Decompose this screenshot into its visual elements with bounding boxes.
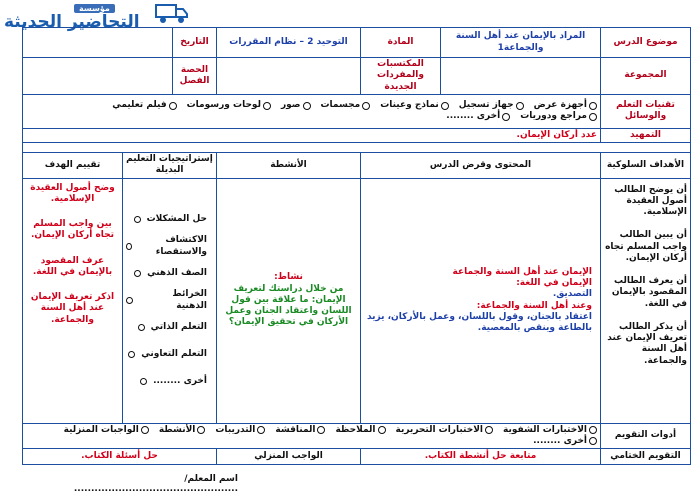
option-checkbox[interactable] — [321, 100, 371, 111]
homework-label: الواجب المنزلي — [217, 449, 361, 465]
option-checkbox[interactable] — [159, 425, 206, 436]
option-checkbox[interactable] — [533, 436, 597, 447]
evaluation-item: اذكر تعريف الإيمان عند أهل السنة والجماعة. — [30, 292, 115, 325]
option-label: جهاز تسجيل — [458, 100, 514, 110]
option-checkbox[interactable] — [380, 100, 449, 111]
strategies-cell — [123, 178, 217, 423]
option-checkbox[interactable] — [503, 425, 597, 436]
strategy-item[interactable] — [126, 233, 207, 260]
option-checkbox[interactable] — [520, 111, 597, 122]
radio-circle-icon[interactable] — [589, 426, 597, 434]
topic-value: المراد بالإيمان عند أهل السنة والجماعة1 — [441, 28, 601, 58]
topic-label: موضوع الدرس — [601, 28, 691, 58]
option-label: المناقشة — [275, 424, 316, 435]
option-checkbox[interactable] — [281, 100, 311, 111]
objective-item: أن يعرف الطالب المقصود بالإيمان في اللغة. — [611, 276, 688, 309]
strategy-label: أخرى ........ — [153, 375, 207, 386]
activity-cell — [217, 178, 361, 423]
strategy-item[interactable] — [126, 287, 207, 314]
option-checkbox[interactable] — [396, 425, 493, 436]
objective-item: أن يوضح الطالب أصول العقيدة الإسلامية. — [614, 184, 688, 217]
logo-small-text: مؤسسة — [74, 4, 115, 13]
strategy-item[interactable] — [126, 260, 207, 287]
strategy-label: التعلم الذاتي — [150, 321, 207, 332]
option-checkbox[interactable] — [534, 100, 597, 111]
radio-circle-icon[interactable] — [317, 426, 325, 434]
radio-circle-icon[interactable] — [589, 437, 597, 445]
radio-circle-icon[interactable] — [126, 297, 133, 304]
radio-circle-icon[interactable] — [485, 426, 493, 434]
option-label: أخرى ........ — [533, 435, 588, 446]
option-checkbox[interactable] — [446, 111, 510, 122]
teacher-name-label: اسم المعلم/ — [184, 474, 238, 484]
strategy-label: التعلم التعاوني — [141, 348, 207, 359]
strategy-item[interactable] — [126, 206, 207, 233]
objective-item: أن يذكر الطالب تعريف الإيمان عند أهل السنة والجماعة. — [607, 321, 688, 366]
radio-circle-icon[interactable] — [263, 102, 271, 110]
content-lang-value: التصديق. — [552, 289, 593, 300]
radio-circle-icon[interactable] — [197, 426, 205, 434]
option-checkbox[interactable] — [275, 425, 325, 436]
option-checkbox[interactable] — [215, 425, 265, 436]
logo-main-text: التحاضير الحديثة — [4, 12, 140, 32]
teacher-name-field[interactable]: ................................................ — [73, 484, 238, 494]
strategy-item[interactable] — [126, 341, 207, 368]
truck-icon — [154, 2, 190, 24]
date-label: التاريخ — [173, 28, 217, 58]
lesson-plan-table — [22, 27, 690, 473]
option-label: الواجبات المنزلية — [63, 424, 139, 435]
tools-label: تقنيات التعلم والوسائل — [601, 94, 691, 128]
option-label: الملاحظة — [335, 424, 376, 435]
knowledge-value[interactable] — [217, 58, 361, 95]
option-label: لوحات ورسومات — [186, 100, 261, 110]
knowledge-label: المكتسبات والمفردات الجديدة — [361, 58, 441, 95]
radio-circle-icon[interactable] — [134, 216, 141, 223]
option-label: أخرى ........ — [446, 111, 501, 122]
radio-circle-icon[interactable] — [169, 102, 177, 110]
subject-value: التوحيد 2 – نظام المقررات — [217, 28, 361, 58]
option-label: مراجع ودوريات — [520, 111, 588, 122]
content-lang-label: الإيمان في اللغة: — [516, 278, 593, 288]
strategy-label: حل المشكلات — [146, 213, 207, 224]
group-label: المجموعة — [601, 58, 691, 95]
period-label: الحصة — [180, 64, 209, 75]
radio-circle-icon[interactable] — [589, 113, 597, 121]
strategy-item[interactable] — [126, 314, 207, 341]
group-value[interactable] — [441, 58, 601, 95]
option-checkbox[interactable] — [187, 100, 271, 111]
option-label: أجهزة عرض — [533, 100, 588, 110]
option-checkbox[interactable] — [459, 100, 524, 111]
col-objectives: الأهداف السلوكية — [601, 153, 691, 179]
option-label: الاختبارات الشفوية — [502, 424, 588, 435]
strategy-label: الصف الذهني — [147, 267, 207, 278]
radio-circle-icon[interactable] — [303, 102, 311, 110]
objective-item: أن يبين الطالب واجب المسلم تجاه أركان الإيمان. — [605, 230, 688, 263]
option-label: فيلم تعليمي — [112, 100, 167, 110]
date-value[interactable] — [23, 28, 173, 58]
content-cell — [361, 178, 601, 423]
option-label: التدريبات — [215, 424, 256, 435]
radio-circle-icon[interactable] — [516, 102, 524, 110]
assessment-label: أدوات التقويم — [601, 423, 691, 449]
radio-circle-icon[interactable] — [378, 426, 386, 434]
period-class-labels — [173, 58, 217, 95]
strategy-label: الخرائط الذهنية — [172, 289, 207, 311]
radio-circle-icon[interactable] — [362, 102, 370, 110]
assessment-options — [23, 423, 601, 449]
strategy-label: الاكتشاف والاستقصاء — [155, 235, 207, 257]
option-label: الاختبارات التحريرية — [395, 424, 483, 435]
evaluation-item: عرف المقصود بالإيمان في اللغة. — [32, 255, 113, 277]
intro-label: التمهيد — [601, 128, 691, 142]
activity-text: من خلال دراستك لتعريف الإيمان: ما علاقة بين قول اللسان واعتقاد الجنان وعمل الأركان في تحقيق الإيمان؟ — [225, 283, 352, 328]
final-eval-label: التقويم الختامي — [601, 449, 691, 465]
teacher-signature — [28, 474, 238, 494]
evaluation-cell — [23, 178, 123, 423]
radio-circle-icon[interactable] — [257, 426, 265, 434]
radio-circle-icon[interactable] — [138, 324, 145, 331]
subject-label: المادة — [361, 28, 441, 58]
evaluation-item: بين واجب المسلم تجاه أركان الإيمان. — [30, 219, 115, 241]
spacer-row — [23, 143, 691, 153]
strategy-item[interactable] — [126, 368, 207, 395]
col-evaluation: تقييم الهدف — [23, 153, 123, 179]
option-label: صور — [280, 100, 301, 110]
option-checkbox[interactable] — [335, 425, 385, 436]
radio-circle-icon[interactable] — [128, 351, 135, 358]
radio-circle-icon[interactable] — [589, 102, 597, 110]
radio-circle-icon[interactable] — [141, 426, 149, 434]
class-label: الفصل — [179, 75, 210, 86]
tools-options — [23, 94, 601, 128]
radio-circle-icon[interactable] — [441, 102, 449, 110]
content-term-label: وعند أهل السنة والجماعة: — [476, 300, 593, 311]
radio-circle-icon[interactable] — [140, 378, 147, 385]
period-class-values[interactable] — [23, 58, 173, 95]
activity-label: نشاط: — [274, 272, 303, 283]
option-label: مجسمات — [320, 100, 361, 110]
option-label: نماذج وعينات — [380, 100, 439, 110]
col-activities: الأنشطة — [217, 153, 361, 179]
radio-circle-icon[interactable] — [134, 270, 141, 277]
objectives-cell — [601, 178, 691, 423]
col-strategies: إستراتيجيات التعليم البديلة — [123, 153, 217, 179]
final-eval-value: متابعة حل أنشطة الكتاب. — [361, 449, 601, 465]
option-checkbox[interactable] — [64, 425, 149, 436]
homework-value: حل أسئلة الكتاب. — [23, 449, 217, 465]
intro-value: عدد أركان الإيمان. — [23, 128, 601, 142]
col-content: المحتوى وقرض الدرس — [361, 153, 601, 179]
option-label: الأنشطة — [158, 424, 196, 435]
content-heading: الإيمان عند أهل السنة والجماعة — [452, 266, 593, 277]
option-checkbox[interactable] — [112, 100, 176, 111]
radio-circle-icon[interactable] — [502, 113, 510, 121]
radio-circle-icon[interactable] — [126, 243, 132, 250]
content-term-value: اعتقاد بالجنان، وقول باللسان، وعمل بالأركان، يزيد بالطاعة وينقص بالمعصية. — [366, 311, 593, 333]
evaluation-item: وضح أصول العقيدة الإسلامية. — [30, 182, 115, 204]
